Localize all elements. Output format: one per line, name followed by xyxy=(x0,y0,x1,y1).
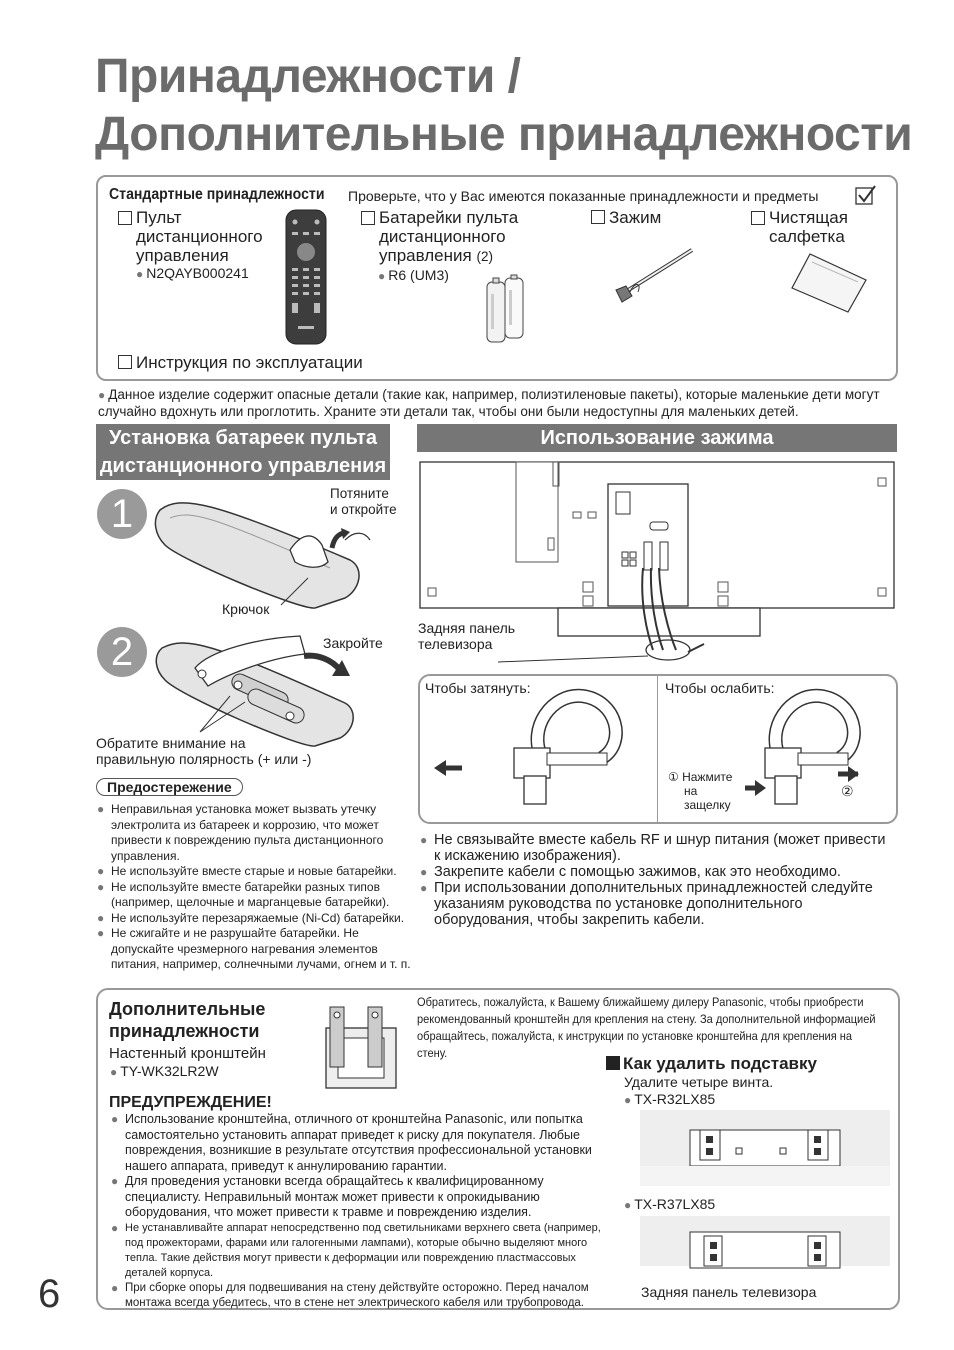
clamp-tighten-illustration xyxy=(432,688,652,818)
remote-item xyxy=(118,208,288,265)
press-latch-label xyxy=(668,770,732,812)
tv-back-label xyxy=(418,620,515,652)
tv-back-line1: Задняя панель xyxy=(418,620,516,636)
battery-heading-line1: Установка батареек пульта xyxy=(108,427,378,449)
cloth-label: Чистящая салфетка xyxy=(769,208,848,246)
remove-stand-model1 xyxy=(624,1091,715,1108)
page-title-line2: Дополнительные принадлежности xyxy=(95,108,913,161)
polarity-pointer-lines xyxy=(190,694,250,739)
batteries-count: (2) xyxy=(476,249,493,264)
bullet-icon xyxy=(624,1196,634,1212)
clamp-usage-divider xyxy=(657,676,658,822)
model1-text: TX-R32LX85 xyxy=(634,1091,716,1107)
page-title-line1: Принадлежности / xyxy=(95,50,521,103)
step-circle-2: ② xyxy=(841,783,854,799)
press-line1: ① Нажмите xyxy=(668,770,733,784)
tighten-label: Чтобы затянуть: xyxy=(425,680,531,696)
bullet-icon xyxy=(378,267,388,283)
caution-item: ● Неправильная установка может вызвать утечку электролита из батареек и коррозию, что может привести к повреждению пульта дистанционного управления. xyxy=(97,802,412,864)
polarity-line2: правильную полярность (+ или -) xyxy=(96,751,312,767)
optional-heading xyxy=(109,998,265,1042)
bullet-icon xyxy=(98,387,108,402)
clamp-note-item: ● При использовании дополнительных принадлежностей следуйте указаниям руководства по установке дополнительного оборудования, чтобы закрепить кабели. xyxy=(420,880,890,928)
checkbox-icon xyxy=(118,355,132,369)
stand-37-illustration xyxy=(640,1216,890,1283)
caution-item: ● Не используйте вместе старые и новые батарейки. xyxy=(97,864,412,880)
dealer-note: Обратитесь, пожалуйста, к Вашему ближайшему дилеру Panasonic, чтобы приобрести рекомендованный кронштейн для крепления на стену. За дополнительной информацией обращайтесь, пожалуйста, к инструкции по установке кронштейна для крепления на стену. xyxy=(417,995,876,1060)
polarity-note xyxy=(96,735,311,767)
batteries-label-wrap xyxy=(379,208,541,265)
caution-item: ● Не используйте вместе батарейки разных типов (например, щелочные и марганцевые батарейки). xyxy=(97,880,412,911)
remove-stand-caption: Задняя панель телевизора xyxy=(641,1284,817,1300)
close-label: Закройте xyxy=(323,635,383,651)
checkbox-icon xyxy=(361,211,375,225)
remote-model xyxy=(136,265,249,282)
check-note: Проверьте, что у Вас имеются показанные принадлежности и предметы xyxy=(348,188,819,204)
remote-control-image xyxy=(284,208,329,353)
model2-text: TX-R37LX85 xyxy=(634,1196,716,1212)
cloth-item xyxy=(751,208,861,246)
tv-back-line2: телевизора xyxy=(418,636,493,652)
clamp-label: Зажим xyxy=(609,208,662,227)
loosen-label: Чтобы ослабить: xyxy=(665,680,775,696)
polarity-line1: Обратите внимание на xyxy=(96,735,246,751)
checkbox-icon xyxy=(591,210,605,224)
pull-open-line2: и откройте xyxy=(330,501,397,517)
bracket-model xyxy=(110,1063,219,1080)
checkbox-icon xyxy=(751,211,765,225)
optional-warnings-list xyxy=(111,1112,606,1311)
open-arrow-icon xyxy=(328,528,352,555)
bullet-icon xyxy=(136,265,146,281)
step-2-badge: 2 xyxy=(97,627,147,677)
check-icon xyxy=(855,184,877,211)
remote-label: Пульт дистанционного управления xyxy=(136,208,263,265)
battery-heading-line2: дистанционного управления xyxy=(99,455,387,477)
caution-list xyxy=(97,802,412,973)
batteries-image xyxy=(484,274,528,351)
optional-warning-item: ● Использование кронштейна, отличного от кронштейна Panasonic, или попытка самостоятельно установить аппарат приведет к риску для покупателя. Любые повреждения, возникшие в результате отсутствия профессиональной установки нашего аппарата, приведут к аннулированию гарантии. xyxy=(111,1112,606,1174)
caution-label: Предостережение xyxy=(96,778,243,796)
pull-open-label xyxy=(330,486,397,517)
caution-item: ● Не используйте перезаряжаемые (Ni-Cd) батарейки. xyxy=(97,911,412,927)
battery-section-heading xyxy=(96,424,390,480)
clamp-notes-list xyxy=(420,832,890,928)
wall-bracket-image xyxy=(318,1003,408,1098)
manual-item xyxy=(118,353,363,372)
remove-stand-heading xyxy=(606,1054,817,1074)
batteries-model xyxy=(378,267,449,284)
remote-model-text: N2QAYB000241 xyxy=(146,265,249,281)
close-arrow-icon xyxy=(302,650,352,685)
manual-label: Инструкция по эксплуатации xyxy=(136,353,363,372)
clamp-note-item: ● Не связывайте вместе кабель RF и шнур питания (может привести к искажению изображения). xyxy=(420,832,890,864)
checkbox-icon xyxy=(118,211,132,225)
cloth-image xyxy=(790,252,870,319)
batteries-model-text: R6 (UM3) xyxy=(388,267,449,283)
page-title xyxy=(95,48,912,164)
batteries-item xyxy=(361,208,541,265)
clamp-image xyxy=(612,242,702,312)
batteries-label: Батарейки пульта дистанционного управления xyxy=(379,208,519,265)
pull-open-line1: Потяните xyxy=(330,486,389,501)
bullet-icon xyxy=(624,1091,634,1107)
optional-warning-heading: ПРЕДУПРЕЖДЕНИЕ! xyxy=(109,1094,272,1111)
press-line3: защелку xyxy=(684,798,731,812)
page-number: 6 xyxy=(38,1272,61,1316)
small-parts-warning-text: Данное изделие содержит опасные детали (такие как, например, полиэтиленовые пакеты), которые маленькие дети могут случайно вдохнуть или проглотить. Храните эти детали так, чтобы они были недоступны для маленьких детей. xyxy=(98,387,880,419)
optional-warning-item: ● При сборке опоры для подвешивания на стену действуйте осторожно. Перед началом монтажа всегда убедитесь, что в стене нет электрического кабеля или трубопровода. xyxy=(111,1281,606,1311)
clamp-item xyxy=(591,208,661,227)
remove-stand-model2 xyxy=(624,1196,715,1213)
optional-heading-line1: Дополнительные xyxy=(109,999,266,1019)
step-1-badge: 1 xyxy=(97,489,147,539)
bracket-label: Настенный кронштейн xyxy=(109,1045,266,1062)
hook-pointer-line xyxy=(280,576,310,611)
bracket-model-text: TY-WK32LR2W xyxy=(120,1063,219,1079)
square-bullet-icon xyxy=(606,1056,620,1070)
clamp-section-heading: Использование зажима xyxy=(417,424,897,452)
optional-warning-item: ● Не устанавливайте аппарат непосредственно под светильниками верхнего света (например, под прожекторами, фарами или галогенными лампами), которые обычно выделяют много тепла. Такие действия могут привести к деформации или повреждению пластмассовых деталей корпуса. xyxy=(111,1221,606,1281)
standard-accessories-heading: Стандартные принадлежности xyxy=(109,186,325,203)
optional-warning-item: ● Для проведения установки всегда обращайтесь к квалифицированному специалисту. Неправильный монтаж может привести к опрокидыванию оборудования, что может привести к травме и повреждению изделия. xyxy=(111,1174,606,1221)
press-arrow-icon xyxy=(745,780,767,801)
remove-stand-instruction: Удалите четыре винта. xyxy=(624,1074,774,1090)
press-line2: на xyxy=(684,784,698,798)
bullet-icon xyxy=(110,1063,120,1079)
remove-stand-heading-text: Как удалить подставку xyxy=(623,1054,817,1073)
optional-heading-line2: принадлежности xyxy=(109,1021,260,1041)
small-parts-warning xyxy=(98,387,898,419)
hook-label: Крючок xyxy=(222,601,270,617)
stand-32-illustration xyxy=(640,1110,890,1195)
caution-item: ● Не сжигайте и не разрушайте батарейки. Не допускайте чрезмерного нагревания элементов питания, например, солнечными лучами, огнем и т. п. xyxy=(97,926,412,973)
clamp-note-item: ● Закрепите кабели с помощью зажимов, как это необходимо. xyxy=(420,864,890,880)
